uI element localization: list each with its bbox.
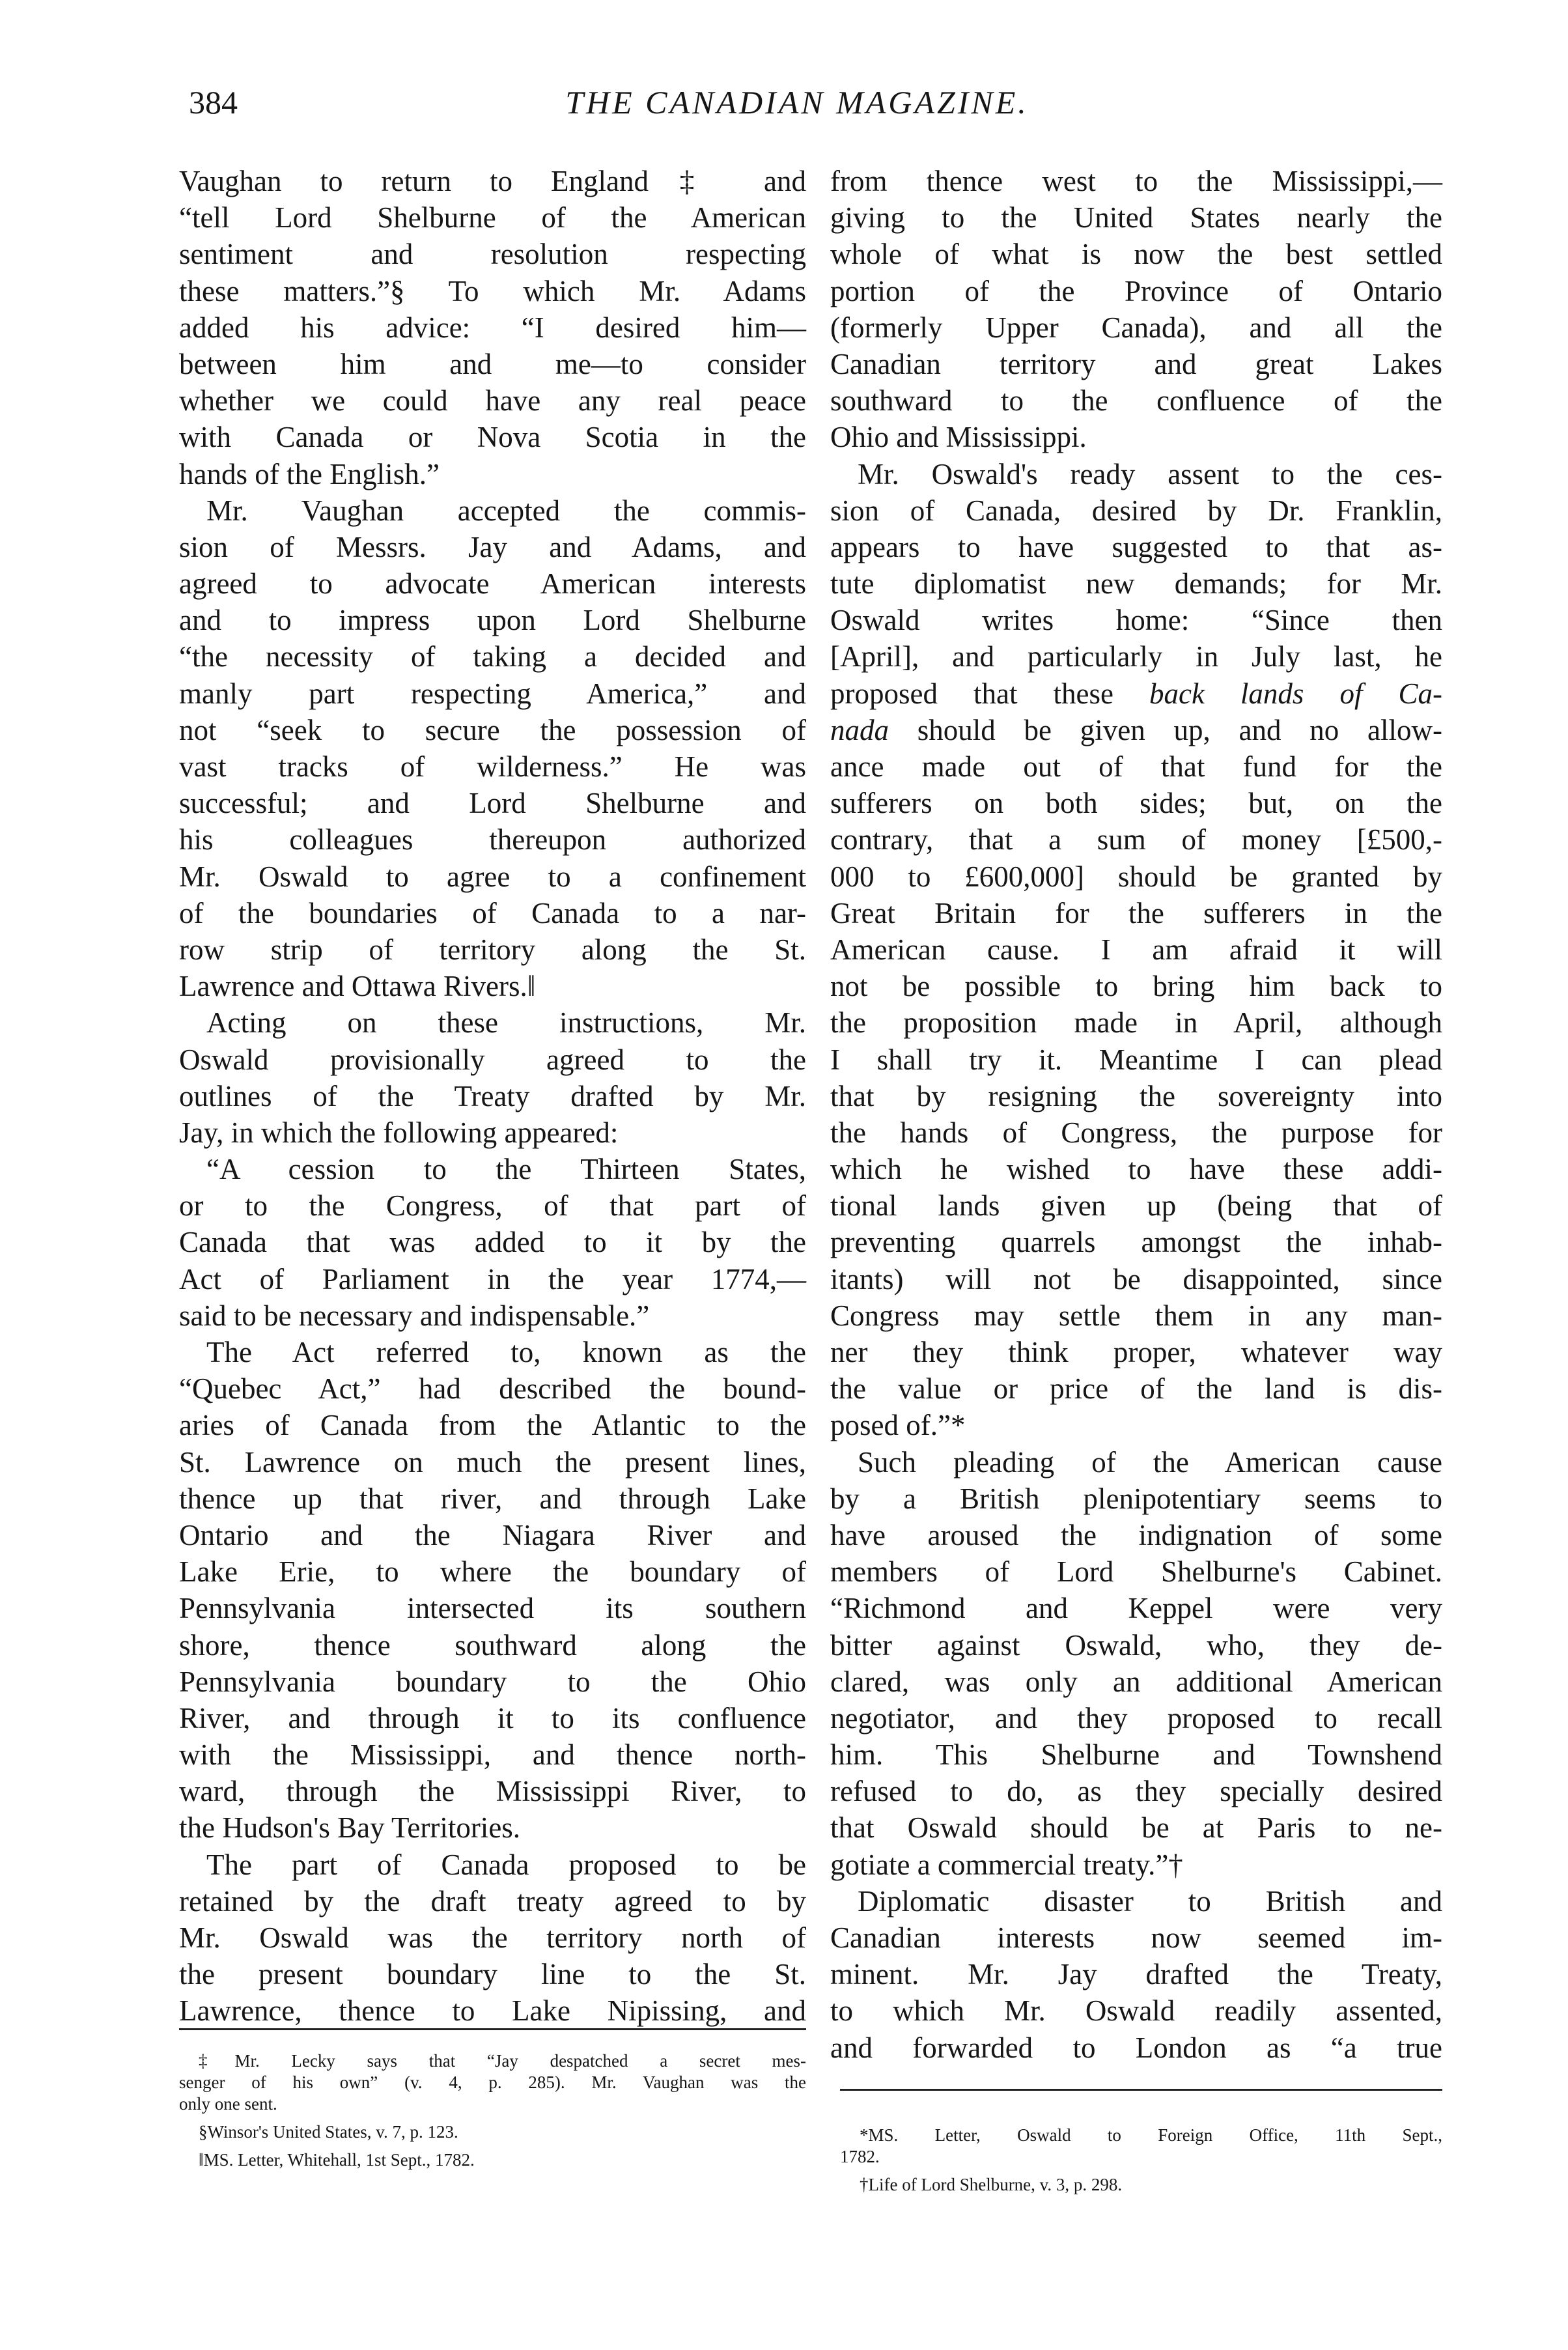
text-line: which he wished to have these addi- [830,1153,1442,1186]
text-line: sufferers on both sides; but, on the [830,787,1442,820]
text-line: Mr. Oswald's ready assent to the ces- [858,457,1442,490]
footnote-divider-left [179,2028,806,2030]
text-line: itants) will not be disappointed, since [830,1262,1442,1295]
text-line: the hands of Congress, the purpose for [830,1116,1442,1149]
text-line: clared, was only an additional American [830,1665,1442,1698]
footnote-gap [840,2196,1442,2202]
text-line: with the Mississippi, and thence north- [179,1738,806,1772]
text-line: sion of Canada, desired by Dr. Franklin, [830,494,1442,527]
text-line: and to impress upon Lord Shelburne [179,604,806,637]
text-line: the Hudson's Bay Territories. [179,1811,521,1845]
text-line: from thence west to the Mississippi,— [830,165,1442,197]
text-line: Vaughan to return to England‡ and [179,165,806,197]
text-line [830,712,1442,748]
text-line: Jay, in which the following appeared: [179,1116,619,1149]
text-line: ance made out of that fund for the [830,750,1442,783]
text-line: “tell Lord Shelburne of the American [179,201,806,234]
text-line: ner they think proper, whatever way [830,1336,1442,1368]
text-line: sion of Messrs. Jay and Adams, and [179,530,806,563]
footnote-line: 1782. [840,2147,880,2166]
footnote-line: only one sent. [179,2094,277,2114]
text-line: Oswald writes home: “Since then [830,604,1442,637]
text-line: Pennsylvania intersected its southern [179,1592,806,1625]
text-line: the value or price of the land is dis- [830,1372,1442,1406]
text-line: Ontario and the Niagara River and [179,1518,806,1551]
text-line: whole of what is now the best settled [830,238,1442,271]
text-line: Great Britain for the sufferers in the [830,896,1442,929]
text-line: (formerly Upper Canada), and all the [830,311,1442,344]
text-line: refused to do, as they specially desired [830,1775,1442,1808]
text-line: by a British plenipotentiary seems to [830,1482,1442,1515]
text-line: Congress may settle them in any man- [830,1299,1442,1332]
text-line: ward, through the Mississippi River, to [179,1775,806,1808]
text-line: posed of.”* [830,1409,966,1442]
text-line: “Richmond and Keppel were very [830,1592,1442,1625]
text-line: hands of the English.” [179,457,440,490]
text-line: these matters.”§ To which Mr. Adams [179,274,806,307]
text-line: to which Mr. Oswald readily assented, [830,1994,1442,2028]
text-line: Mr. Oswald to agree to a confinement [179,860,806,893]
text-line: “Quebec Act,” had described the bound- [179,1372,806,1406]
text-line: Diplomatic disaster to British and [858,1884,1442,1918]
italic-text: nada [830,713,889,746]
text-line: Acting on these instructions, Mr. [206,1006,806,1040]
text-line: thence up that river, and through Lake [179,1482,806,1515]
text-line: Mr. Oswald was the territory north of [179,1921,806,1954]
text-line: retained by the draft treaty agreed to by [179,1884,806,1918]
text-line: Lawrence and Ottawa Rivers.‖ [179,970,536,1003]
text-line: with Canada or Nova Scotia in the [179,421,806,454]
text-line: Ohio and Mississippi. [830,421,1087,454]
left-footnotes [179,2050,806,2177]
text-line: that by resigning the sovereignty into [830,1079,1442,1112]
text-line: manly part respecting America,” and [179,677,806,710]
italic-text: back lands of Ca- [1149,677,1442,710]
text-line: “the necessity of taking a decided and [179,640,806,673]
text-line: of the boundaries of Canada to a nar- [179,896,806,929]
text-line: members of Lord Shelburne's Cabinet. [830,1555,1442,1589]
text-line: and forwarded to London as “a true [830,2031,1442,2064]
text-line: giving to the United States nearly the [830,201,1442,234]
text-line: 000 to £600,000] should be granted by [830,860,1442,893]
text-line: successful; and Lord Shelburne and [179,787,806,820]
text-line: aries of Canada from the Atlantic to the [179,1409,806,1442]
footnote-line: ‖MS. Letter, Whitehall, 1st Sept., 1782. [199,2150,475,2170]
text-line: [April], and particularly in July last, he [830,640,1442,673]
footnote-line: §Winsor's United States, v. 7, p. 123. [199,2122,458,2142]
text-line: that Oswald should be at Paris to ne- [830,1811,1442,1845]
footnote-line: *MS. Letter, Oswald to Foreign Office, 11th Sept., [860,2125,1442,2145]
text-line: bitter against Oswald, who, they de- [830,1628,1442,1662]
footnote-gap [840,2168,1442,2174]
text-line: row strip of territory along the St. [179,933,806,966]
text-line: shore, thence southward along the [179,1628,806,1662]
text-segment: should be given up, and no allow- [889,713,1442,746]
text-line: St. Lawrence on much the present lines, [179,1445,806,1479]
right-column [830,163,1442,2066]
text-line: Act of Parliament in the year 1774,— [179,1262,806,1295]
text-line: whether we could have any real peace [179,384,806,418]
footnote-line: ‡Mr. Lecky says that “Jay despatched a secret mes- [199,2051,806,2071]
footnote [179,2121,806,2143]
text-segment: proposed that these [830,677,1149,710]
text-line: vast tracks of wilderness.” He was [179,750,806,783]
text-line: Such pleading of the American cause [858,1445,1442,1479]
text-line: contrary, that a sum of money [£500,- [830,823,1442,856]
text-line: outlines of the Treaty drafted by Mr. [179,1079,806,1112]
text-line: said to be necessary and indispensable.” [179,1299,650,1332]
text-line: Pennsylvania boundary to the Ohio [179,1665,806,1698]
text-line: Lawrence, thence to Lake Nipissing, and [179,1994,806,2028]
footnote-gap [179,2171,806,2177]
text-line: not “seek to secure the possession of [179,713,806,746]
text-line: negotiator, and they proposed to recall [830,1701,1442,1734]
text-line: his colleagues thereupon authorized [179,823,806,856]
text-line: tional lands given up (being that of [830,1189,1442,1223]
text-line: not be possible to bring him back to [830,970,1442,1003]
text-line: Oswald provisionally agreed to the [179,1043,806,1076]
text-line: gotiate a commercial treaty.”† [830,1848,1183,1881]
text-line: him. This Shelburne and Townshend [830,1738,1442,1772]
text-line: Lake Erie, to where the boundary of [179,1555,806,1589]
text-line: have aroused the indignation of some [830,1518,1442,1551]
footnote-gap [179,2115,806,2121]
footnote-line: †Life of Lord Shelburne, v. 3, p. 298. [860,2175,1123,2194]
text-line: The Act referred to, known as the [206,1336,806,1368]
text-line: Canada that was added to it by the [179,1226,806,1259]
text-line: minent. Mr. Jay drafted the Treaty, [830,1958,1442,1991]
text-line: Canadian interests now seemed im- [830,1921,1442,1954]
text-line: River, and through it to its confluence [179,1701,806,1734]
text-line: the proposition made in April, although [830,1006,1442,1040]
text-line: American cause. I am afraid it will [830,933,1442,966]
footnote [179,2149,806,2171]
text-line: Mr. Vaughan accepted the commis- [206,494,806,527]
footnote-line: senger of his own” (v. 4, p. 285). Mr. Vaughan was the [179,2073,806,2092]
right-footnotes [840,2125,1442,2202]
text-line: agreed to advocate American interests [179,567,806,601]
footnote [179,2050,806,2115]
text-line: sentiment and resolution respecting [179,238,806,271]
text-line: southward to the confluence of the [830,384,1442,418]
left-column [179,163,806,2030]
text-line: the present boundary line to the St. [179,1958,806,1991]
running-header-title: THE CANADIAN MAGAZINE. [565,84,1029,120]
text-line: Canadian territory and great Lakes [830,347,1442,380]
text-line: added his advice: “I desired him— [179,311,806,344]
text-line: I shall try it. Meantime I can plead [830,1043,1442,1076]
text-line: between him and me—to consider [179,347,806,380]
footnote-gap [179,2143,806,2149]
footnote [840,2125,1442,2168]
footnote [840,2174,1442,2196]
text-line: or to the Congress, of that part of [179,1189,806,1223]
text-line: “A cession to the Thirteen States, [206,1153,806,1186]
text-line: tute diplomatist new demands; for Mr. [830,567,1442,601]
text-line: The part of Canada proposed to be [206,1848,806,1881]
text-line: appears to have suggested to that as- [830,530,1442,563]
footnote-divider-right [840,2089,1442,2091]
text-line [830,675,1442,712]
text-line: preventing quarrels amongst the inhab- [830,1226,1442,1259]
page-number: 384 [189,84,238,120]
text-line: portion of the Province of Ontario [830,274,1442,307]
